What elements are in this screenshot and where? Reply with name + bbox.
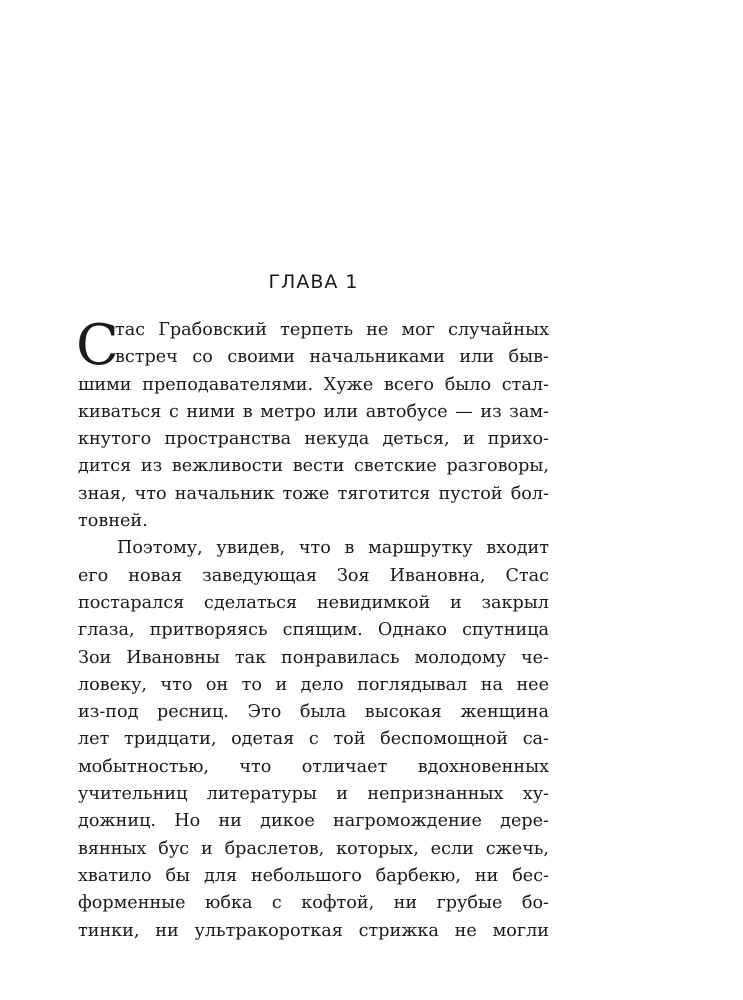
text-line: учительниц литературы и непризнанных ху-: [78, 784, 549, 805]
text-line: вянных бус и браслетов, которых, если сжечь,: [78, 838, 549, 859]
text-line: зная, что начальник тоже тяготится пустой бол-: [78, 483, 549, 504]
text-line: постарался сделаться невидимкой и закрыл: [78, 592, 549, 613]
text-line: дится из вежливости вести светские разговоры,: [78, 456, 549, 477]
text-line: тас Грабовский терпеть не мог случайных: [115, 320, 549, 340]
book-page: [78, 0, 549, 1000]
text-line: Зои Ивановны так понравилась молодому че-: [78, 647, 549, 668]
text-line: глаза, притворяясь спящим. Однако спутница: [78, 620, 549, 641]
text-line: киваться с ними в метро или автобусе — из зам-: [78, 401, 549, 422]
text-line: мобытностью, что отличает вдохновенных: [78, 756, 549, 777]
text-line: кнутого пространства некуда деться, и прихо-: [78, 429, 549, 450]
text-line: дожниц. Но ни дикое нагромождение дере-: [78, 811, 549, 832]
text-line: его новая заведующая Зоя Ивановна, Стас: [78, 565, 549, 586]
text-line: Поэтому, увидев, что в маршрутку входит: [117, 538, 549, 559]
text-line: ловеку, что он то и дело поглядывал на нее: [78, 674, 549, 695]
chapter-text: [76, 313, 549, 945]
text-line: лет тридцати, одетая с той беспомощной са-: [78, 729, 549, 750]
drop-cap: С: [76, 313, 119, 378]
text-line: встреч со своими начальниками или быв-: [115, 347, 549, 368]
text-line: товней.: [78, 511, 148, 532]
text-line: тинки, ни ультракороткая стрижка не могли: [78, 920, 549, 941]
chapter-title: ГЛАВА 1: [268, 271, 359, 293]
text-line: хватило бы для небольшого барбекю, ни бес-: [78, 865, 549, 886]
text-line: из-под ресниц. Это была высокая женщина: [78, 702, 549, 723]
text-line: шими преподавателями. Хуже всего было стал-: [78, 374, 549, 395]
text-line: форменные юбка с кофтой, ни грубые бо-: [78, 893, 549, 914]
